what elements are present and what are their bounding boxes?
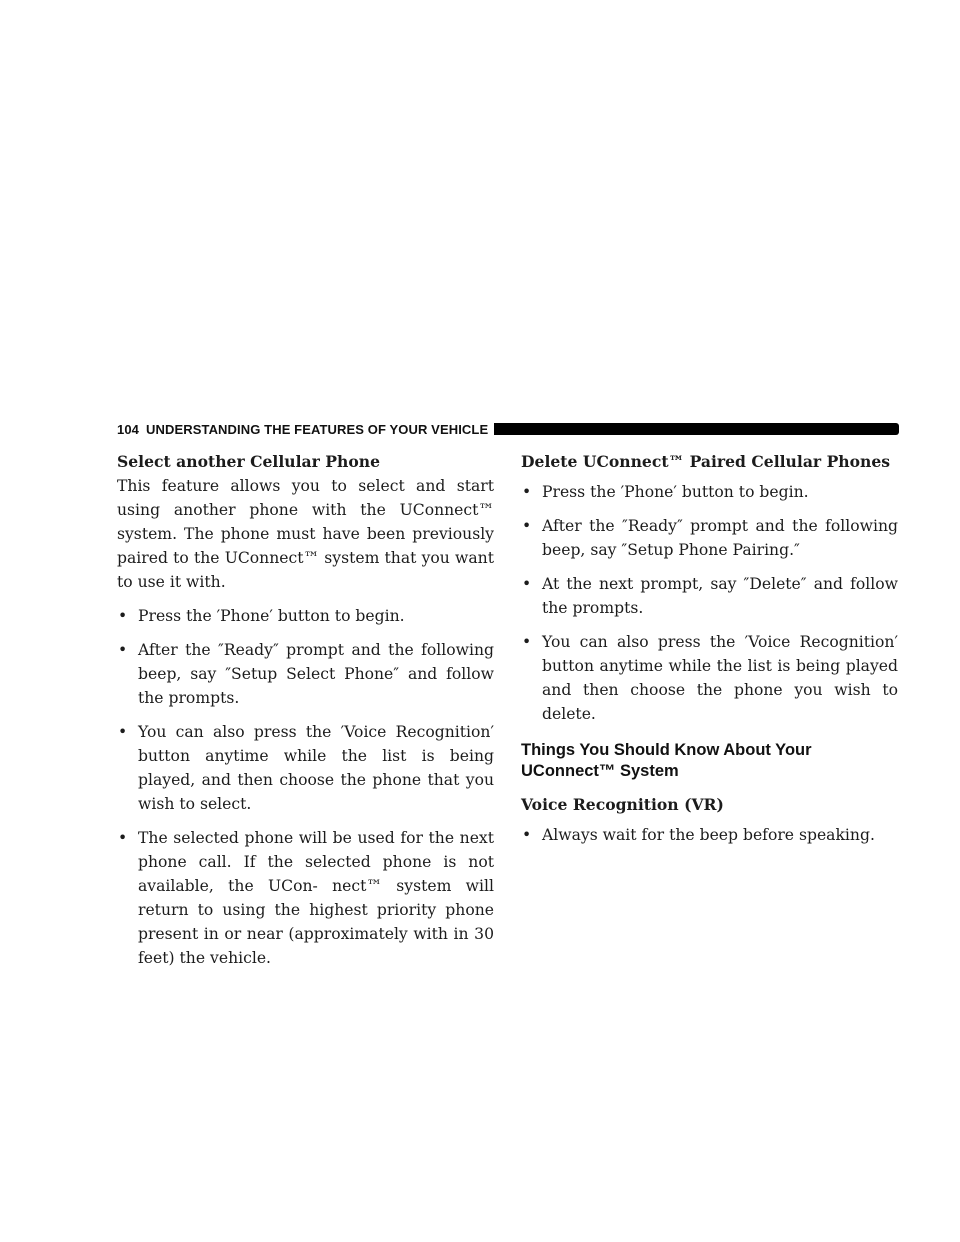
bullet-icon: • xyxy=(522,483,532,501)
right-column xyxy=(521,450,898,847)
list-item: • You can also press the ′Voice Recognition′ button anytime while the list is being played, and then choose the phone that you wish to select. xyxy=(117,720,494,816)
section-title: UNDERSTANDING THE FEATURES OF YOUR VEHICLE xyxy=(146,421,489,437)
list-item: • At the next prompt, say ″Delete″ and follow the prompts. xyxy=(521,572,898,620)
select-phone-heading: Select another Cellular Phone xyxy=(117,452,381,471)
bullet-icon: • xyxy=(522,633,532,651)
bullet-icon: • xyxy=(118,641,128,659)
bullet-icon: • xyxy=(118,607,128,625)
list-item: • Press the ′Phone′ button to begin. xyxy=(117,604,494,628)
list-item: • After the ″Ready″ prompt and the following beep, say ″Setup Select Phone″ and follow the prompts. xyxy=(117,638,494,710)
left-column xyxy=(117,450,494,970)
page-header xyxy=(117,419,899,439)
delete-phone-steps xyxy=(521,480,898,726)
list-item: • Always wait for the beep before speaking. xyxy=(521,823,898,847)
list-item: • After the ″Ready″ prompt and the following beep, say ″Setup Phone Pairing.″ xyxy=(521,514,898,562)
header-bar xyxy=(494,423,899,435)
bullet-icon: • xyxy=(118,723,128,741)
bullet-icon: • xyxy=(522,517,532,535)
bullet-icon: • xyxy=(522,826,532,844)
select-phone-steps xyxy=(117,604,494,970)
bullet-icon: • xyxy=(522,575,532,593)
bullet-icon: • xyxy=(118,829,128,847)
delete-phones-heading: Delete UConnect™ Paired Cellular Phones xyxy=(521,452,891,471)
list-item: • The selected phone will be used for the next phone call. If the selected phone is not available, the UCon- nect™ system will return to using the highest priority phone present in or near (approximately with in 30 feet) the vehicle. xyxy=(117,826,494,970)
list-item: • You can also press the ′Voice Recognition′ button anytime while the list is being played and then choose the phone you wish to delete. xyxy=(521,630,898,726)
things-to-know-heading: Things You Should Know About Your UConnect™ System xyxy=(521,741,812,780)
vr-tips xyxy=(521,823,898,847)
voice-recognition-subheading: Voice Recognition (VR) xyxy=(521,795,724,814)
page-number: 104 xyxy=(117,421,139,437)
list-item: • Press the ′Phone′ button to begin. xyxy=(521,480,898,504)
select-phone-intro: This feature allows you to select and start using another phone with the UConnect™ system. The phone must have been previously paired to the UConnect™ system that you want to use it with. xyxy=(117,477,494,591)
